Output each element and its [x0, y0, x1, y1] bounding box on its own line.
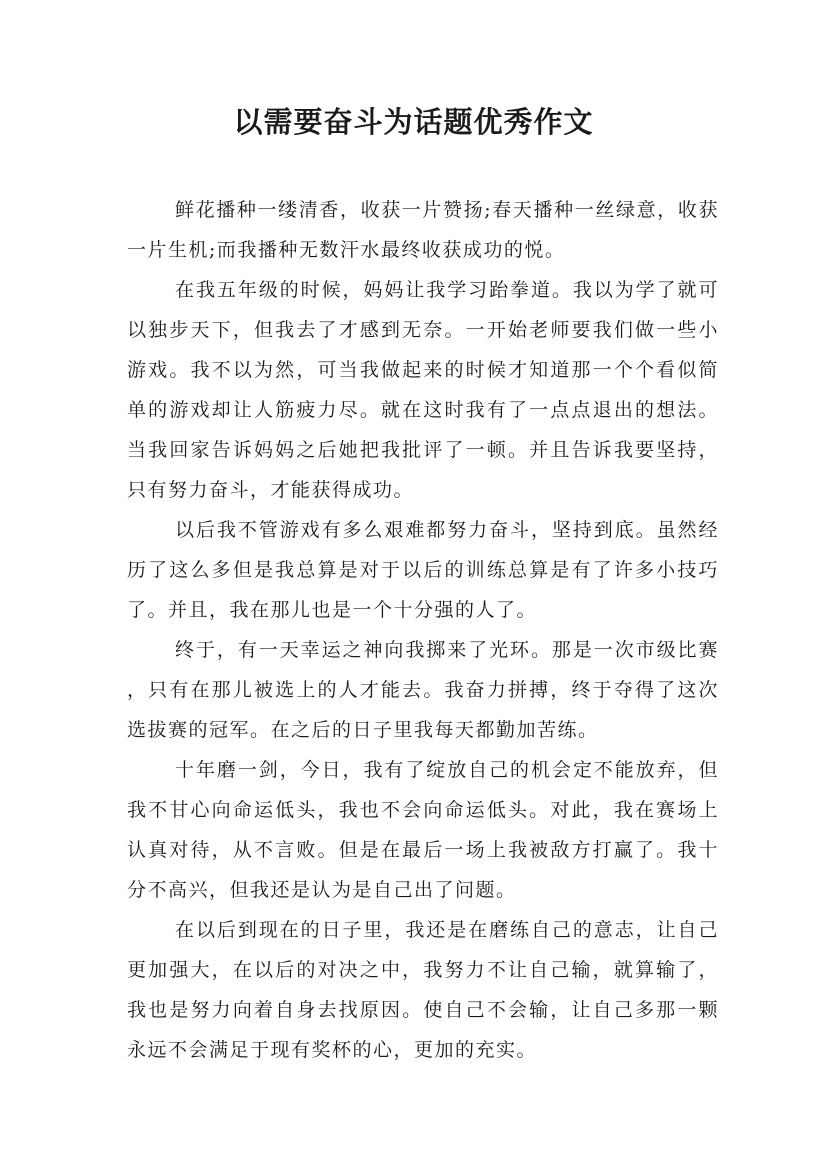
paragraph-3: 以后我不管游戏有多么艰难都努力奋斗，坚持到底。虽然经历了这么多但是我总算是对于以后的训练总算是有了许多小技巧了。并且，我在那儿也是一个十分强的人了。 — [127, 519, 719, 621]
paragraph-5: 十年磨一剑，今日，我有了绽放自己的机会定不能放弃，但我不甘心向命运低头，我也不会向命运低头。对此，我在赛场上认真对待，从不言败。但是在最后一场上我被敌方打赢了。我十分不高兴，但我还是认为是自己出了问题。 — [127, 759, 719, 901]
paragraph-2: 在我五年级的时候，妈妈让我学习跆拳道。我以为学了就可以独步天下，但我去了才感到无奈。一开始老师要我们做一些小游戏。我不以为然，可当我做起来的时候才知道那一个个看似简单的游戏却让人筋疲力尽。就在这时我有了一点点退出的想法。当我回家告诉妈妈之后她把我批评了一顿。并且告诉我要坚持，只有努力奋斗，才能获得成功。 — [127, 279, 719, 501]
document-title: 以需要奋斗为话题优秀作文 — [233, 105, 594, 139]
paragraph-6: 在以后到现在的日子里，我还是在磨练自己的意志，让自己更加强大，在以后的对决之中，我努力不让自己输，就算输了，我也是努力向着自身去找原因。使自己不会输，让自己多那一颗永远不会满足于现有奖杯的心，更加的充实。 — [127, 919, 719, 1061]
paragraph-1: 鲜花播种一缕清香，收获一片赞扬;春天播种一丝绿意，收获一片生机;而我播种无数汗水最终收获成功的悦。 — [127, 199, 719, 261]
essay-body — [127, 190, 719, 1070]
paragraph-4: 终于，有一天幸运之神向我掷来了光环。那是一次市级比赛，只有在那儿被选上的人才能去。我奋力拼搏，终于夺得了这次选拔赛的冠军。在之后的日子里我每天都勤加苦练。 — [127, 639, 719, 741]
